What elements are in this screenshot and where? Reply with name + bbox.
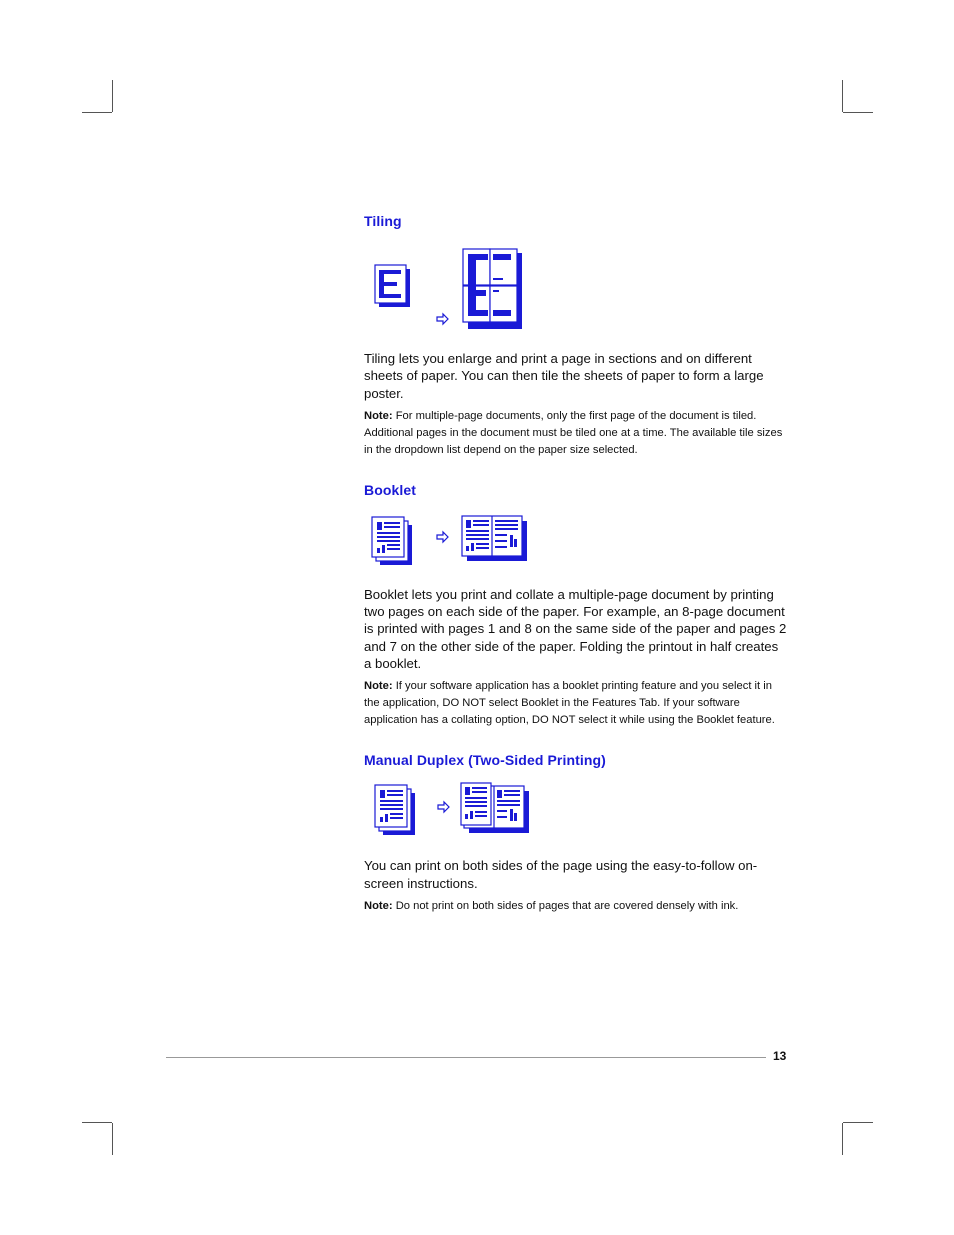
tiling-figure bbox=[364, 248, 789, 340]
page-content bbox=[364, 212, 789, 915]
section-note bbox=[364, 678, 789, 729]
crop-mark bbox=[112, 80, 113, 112]
crop-mark bbox=[82, 1122, 112, 1123]
crop-mark bbox=[843, 112, 873, 113]
note-text: Do not print on both sides of pages that are covered densely with ink. bbox=[392, 899, 739, 912]
section-heading: Tiling bbox=[364, 213, 402, 229]
note-text: For multiple-page documents, only the first page of the document is tiled. Additional pages in the document must be tiled one at a time. The available tile sizes in the dropdown list depend on the paper size selected. bbox=[364, 409, 783, 456]
section-body: You can print on both sides of the page using the easy-to-follow on-screen instructions. bbox=[364, 858, 758, 891]
arrow-icon bbox=[438, 802, 449, 812]
note-label: Note: bbox=[364, 899, 393, 912]
section-note bbox=[364, 898, 789, 915]
crop-mark bbox=[843, 1122, 873, 1123]
arrow-icon bbox=[436, 314, 448, 324]
tiling-illustration bbox=[364, 248, 544, 340]
section-note bbox=[364, 408, 789, 459]
crop-mark bbox=[112, 1123, 113, 1155]
booklet-figure bbox=[364, 513, 789, 575]
section-heading: Manual Duplex (Two-Sided Printing) bbox=[364, 752, 606, 769]
section-booklet bbox=[364, 481, 789, 729]
section-body: Booklet lets you print and collate a multiple-page document by printing two pages on each side of the paper. For example, an 8-page document is printed with pages 1 and 8 on the same side of the paper and pages 2 and 7 on the other side of the paper. Folding the printout in half creates a booklet. bbox=[364, 586, 787, 672]
crop-mark bbox=[842, 80, 843, 112]
section-body: Tiling lets you enlarge and print a page in sections and on different sheets of paper. You can then tile the sheets of paper to form a large poster. bbox=[364, 351, 764, 401]
footer-rule bbox=[166, 1057, 766, 1058]
section-tiling bbox=[364, 212, 789, 459]
note-text: If your software application has a booklet printing feature and you select it in the application, DO NOT select Booklet in the Features Tab. If your software application has a collating option, DO NOT select it while using the Booklet feature. bbox=[364, 680, 775, 727]
page-number: 13 bbox=[773, 1049, 787, 1063]
arrow-icon bbox=[437, 532, 448, 542]
note-label: Note: bbox=[364, 409, 393, 422]
duplex-figure bbox=[364, 781, 789, 845]
note-label: Note: bbox=[364, 680, 393, 693]
section-heading: Booklet bbox=[364, 481, 417, 498]
duplex-illustration bbox=[364, 781, 544, 845]
booklet-illustration bbox=[364, 513, 544, 575]
section-manual-duplex bbox=[364, 751, 789, 915]
crop-mark bbox=[842, 1123, 843, 1155]
crop-mark bbox=[82, 112, 112, 113]
